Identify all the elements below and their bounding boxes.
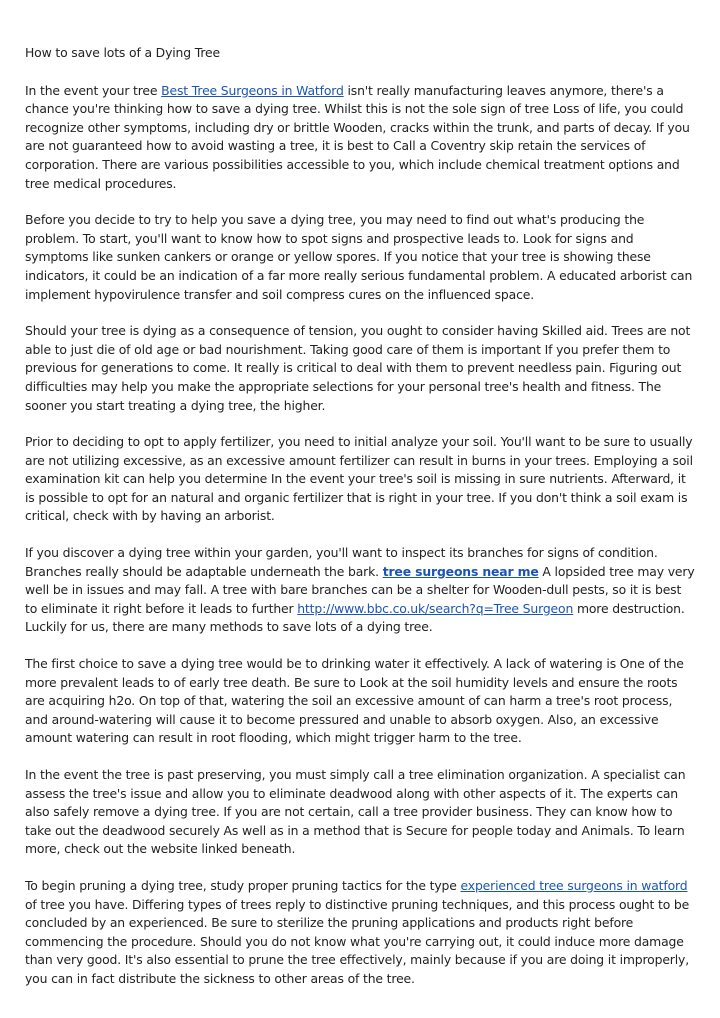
- paragraph-1-text-a: In the event your tree: [25, 82, 162, 98]
- paragraph-2: Before you decide to try to help you save a dying tree, you may need to find out what's producing the problem. To start, you'll want to know how to spot signs and prospective leads to. Look for signs and symptoms like sunken cankers or orange or yellow spores. If you notice that your tree is showing these indicators, it could be an indication of a far more really serious fundamental problem. A educated arborist can implement hypovirulence transfer and soil compress cures on the influenced space.: [25, 212, 693, 302]
- paragraph-6: The first choice to save a dying tree would be to drinking water it effectively. A lack of watering is One of the more prevalent leads to of early tree death. Be sure to Look at the soil humidity levels and ensure the roots are acquiring h2o. On top of that, watering the soil an excessive amount of can harm a tree's root process, and around-watering will cause it to become pressured and unable to absorb oxygen. Also, an excessive amount watering can result in root flooding, which might trigger harm to the tree.: [25, 656, 684, 746]
- paragraph-3: Should your tree is dying as a consequence of tension, you ought to consider having Skilled aid. Trees are not able to just die of old age or bad nourishment. Taking good care of them is important If you prefer them to previous for generations to come. It really is critical to deal with them to prevent needless pain. Figuring out difficulties may help you make the appropriate selections for your personal tree's health and fitness. The sooner you start treating a dying tree, the higher.: [25, 323, 691, 413]
- paragraph-8-text-a: To begin pruning a dying tree, study proper pruning tactics for the type: [25, 877, 461, 893]
- experienced-tree-surgeons-link[interactable]: experienced tree surgeons in watford: [460, 877, 688, 893]
- paragraph-1-text-b: isn't really manufacturing leaves anymore, there's a chance you're thinking how to save a dying tree. Whilst this is not the sole sign of tree Loss of life, you could recognize other symptoms, including dry or brittle Wooden, cracks within the trunk, and parts of decay. If you are not guaranteed how to avoid wasting a tree, it is best to Call a Coventry skip retain the services of corporation. There are various possibilities accessible to you, which include chemical treatment options and tree medical procedures.: [25, 82, 690, 191]
- article: [25, 44, 697, 1007]
- paragraph-7: In the event the tree is past preserving, you must simply call a tree elimination organization. A specialist can assess the tree's issue and allow you to eliminate deadwood along with other aspects of it. The experts can also safely remove a dying tree. If you are not certain, call a tree provider business. They can know how to take out the deadwood securely As well as in a method that is Secure for people today and Animals. To learn more, check out the website linked beneath.: [25, 767, 686, 857]
- tree-surgeons-near-me-link[interactable]: tree surgeons near me: [382, 563, 539, 579]
- paragraph-5: [25, 544, 697, 637]
- bbc-search-link[interactable]: http://www.bbc.co.uk/search?q=Tree Surgeon: [297, 600, 574, 616]
- paragraph-8-text-b: of tree you have. Differing types of trees reply to distinctive pruning techniques, and this process ought to be concluded by an experienced. Be sure to sterilize the pruning applications and products right before commencing the procedure. Should you do not know what you're carrying out, it could induce more damage than very good. It's also essential to prune the tree effectively, mainly because if you are doing it improperly, you can in fact distribute the sickness to other areas of the tree.: [25, 896, 690, 986]
- paragraph-4: Prior to deciding to opt to apply fertilizer, you need to initial analyze your soil. You'll want to be sure to usually are not utilizing excessive, as an excessive amount fertilizer can result in burns in your trees. Employing a soil examination kit can help you determine In the event your tree's soil is missing in sure nutrients. Afterward, it is possible to opt for an natural and organic fertilizer that is right in your tree. If you don't think a soil exam is critical, check with by having an arborist.: [25, 434, 693, 524]
- paragraph-1: [25, 82, 697, 194]
- paragraph-8: [25, 877, 697, 989]
- paragraph-5-text-b: A lopsided tree may very well be in issues and may fall. A tree with bare branches can be a shelter for Wooden-dull pests, so it is best to eliminate it right before it leads to further: [25, 563, 695, 616]
- article-title: How to save lots of a Dying Tree: [25, 45, 220, 60]
- best-tree-surgeons-link[interactable]: Best Tree Surgeons in Watford: [161, 82, 344, 98]
- paragraph-5-text-c: more destruction. Luckily for us, there are many methods to save lots of a dying tree.: [25, 600, 685, 635]
- paragraph-5-text-a: If you discover a dying tree within your garden, you'll want to inspect its branches for signs of condition. Branches really should be adaptable underneath the bark.: [25, 545, 658, 579]
